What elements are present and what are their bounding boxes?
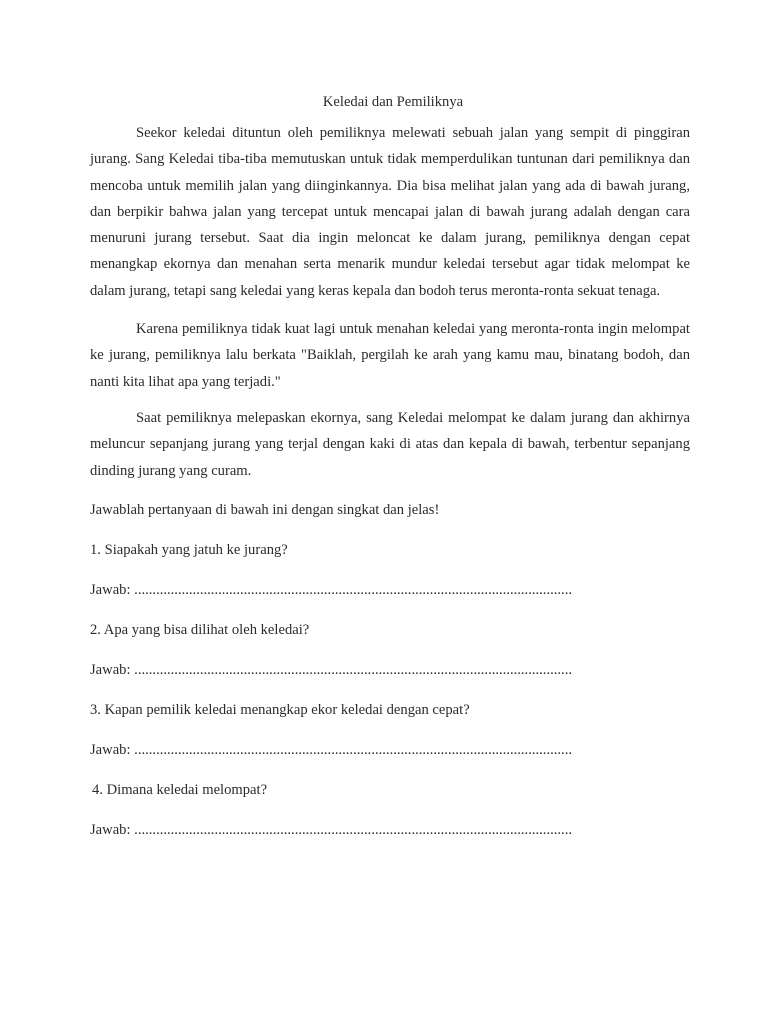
- document-title: Keledai dan Pemiliknya: [322, 94, 464, 110]
- worksheet: [90, 86, 690, 856]
- answer-line-4: Jawab: ........................................................................................................................: [90, 821, 572, 838]
- question-4: 4. Dimana keledai melompat?: [92, 781, 268, 798]
- question-1: 1. Siapakah yang jatuh ke jurang?: [90, 541, 288, 558]
- story-paragraph-2: Karena pemiliknya tidak kuat lagi untuk menahan keledai yang meronta-ronta ingin melompat ke jurang, pemiliknya lalu berkata "Baiklah, pergilah ke arah yang kamu mau, binatang bodoh, dan nanti kita lihat apa yang terjadi.": [90, 321, 690, 390]
- question-3: 3. Kapan pemilik keledai menangkap ekor keledai dengan cepat?: [90, 701, 470, 718]
- answer-line-1: Jawab: ........................................................................................................................: [90, 581, 572, 598]
- answer-line-3: Jawab: ........................................................................................................................: [90, 741, 572, 758]
- question-2: 2. Apa yang bisa dilihat oleh keledai?: [90, 621, 310, 638]
- instruction-text: Jawablah pertanyaan di bawah ini dengan singkat dan jelas!: [90, 501, 440, 518]
- story-paragraph-1: Seekor keledai dituntun oleh pemiliknya melewati sebuah jalan yang sempit di pinggiran jurang. Sang Keledai tiba-tiba memutuskan untuk tidak memperdulikan tuntunan dari pemiliknya dan mencoba untuk memilih jalan yang diinginkannya. Dia bisa melihat jalan yang ada di bawah jurang, dan berpikir bahwa jalan yang tercepat untuk mencapai jalan di bawah jurang adalah dengan cara menuruni jurang tersebut. Saat dia ingin meloncat ke dalam jurang, pemiliknya dengan cepat menangkap ekornya dan menahan serta menarik mundur keledai tersebut agar tidak melompat ke dalam jurang, tetapi sang keledai yang keras kepala dan bodoh terus meronta-ronta sekuat tenaga.: [90, 125, 690, 299]
- answer-line-2: Jawab: ........................................................................................................................: [90, 661, 572, 678]
- story-paragraph-3: Saat pemiliknya melepaskan ekornya, sang Keledai melompat ke dalam jurang dan akhirnya meluncur sepanjang jurang yang terjal dengan kaki di atas dan kepala di bawah, terbentur sepanjang dinding jurang yang curam.: [90, 409, 690, 479]
